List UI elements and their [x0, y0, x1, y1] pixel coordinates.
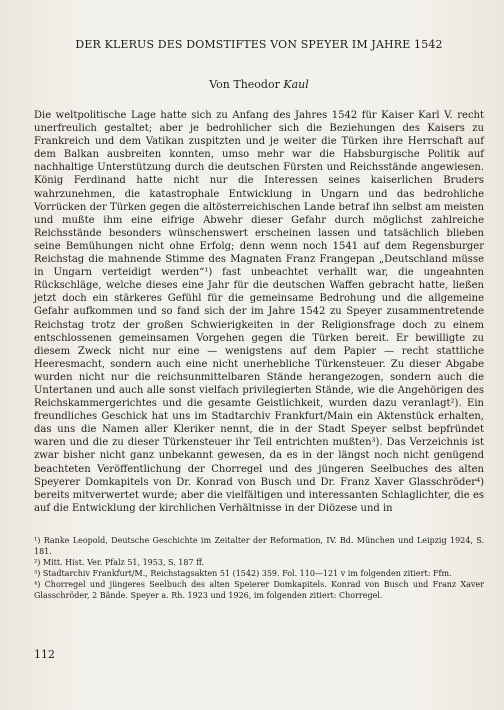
article-body: Die weltpolitische Lage hatte sich zu Anfang des Jahres 1542 für Kaiser Karl V. recht unerfreulich gestaltet; aber je bedrohlicher sich die Beziehungen des Kaisers zu Frankreich und dem Vatikan zuspitzten und je weiter die Türken ihre Herrschaft auf dem Balkan ausbreiten konnten, umso mehr war die Habsburgische Politik auf nachhaltige Unterstützung durch die deutschen Fürsten und Reichsstände angewiesen. König Ferdinand hatte nicht nur die Interessen seines kaiserlichen Bruders wahrzunehmen, die katastrophale Entwicklung in Ungarn und das bedrohliche Vorrücken der Türken gegen die altösterreichischen Lande betraf ihn selbst am meisten und mußte ihm eine eifrige Abwehr dieser Gefahr durch möglichst zahlreiche Reichsstände besonders wünschenswert erscheinen lassen und tatsächlich blieben seine Bemühungen nicht ohne Erfolg; denn wenn noch 1541 auf dem Regensburger Reichstag die mahnende Stimme des Magnaten Franz Frangepan „Deutschland müsse in Ungarn verteidigt werden“¹) fast unbeachtet verhallt war, die ungeahnten Rückschläge, welche dieses eine Jahr für die deutschen Waffen gebracht hatte, ließen jetzt doch ein stärkeres Gefühl für die gemeinsame Bedrohung und die allgemeine Gefahr aufkommen und so fand sich der im Jahre 1542 zu Speyer zusammentretende Reichstag trotz der großen Schwierigkeiten in der Religionsfrage doch zu einem entschlossenen gemeinsamen Vorgehen gegen die Türken bereit. Er bewilligte zu diesem Zweck nicht nur eine — wenigstens auf dem Papier — recht stattliche Heeresmacht, sondern auch eine nicht unerhebliche Türkensteuer. Zu dieser Abgabe wurden nicht nur die reichsunmittelbaren Stände herangezogen, sondern auch die Untertanen und auch alle sonst vielfach privilegierten Stände, wie die Angehörigen des Reichskammergerichtes und die gesamte Geistlichkeit, wurden dazu veranlagt²). Ein freundliches Geschick hat uns im Stadtarchiv Frankfurt/Main ein Aktenstück erhalten, das uns die Namen aller Kleriker nennt, die in der Stadt Speyer selbst bepfründet waren und die zu dieser Türkensteuer ihr Teil entrichten mußten³). Das Verzeichnis ist zwar bisher nicht ganz unbekannt gewesen, da es in der längst noch nicht genügend beachteten Veröffentlichung der Chorregel und des jüngeren Seelbuches des alten Speyerer Domkapitels von Dr. Konrad von Busch und Dr. Franz Xaver Glasschröder⁴) bereits mitverwertet wurde; aber die vielfältigen und interessanten Schlaglichter, die es auf die Entwicklung der kirchlichen Verhältnisse in der Diözese und in	[34, 110, 484, 514]
footnotes	[34, 535, 484, 601]
page-number: 112	[34, 648, 55, 661]
article-title: DER KLERUS DES DOMSTIFTES VON SPEYER IM JAHRE 1542	[75, 38, 443, 51]
author-name: Kaul	[283, 78, 309, 91]
footnote-4: ⁴) Chorregel und jüngeres Seelbuch des alten Speierer Domkapitels. Konrad von Busch und Franz Xaver Glasschröder, 2 Bände. Speyer a. Rh. 1923 und 1926, im folgenden zitiert: Chorregel.	[34, 579, 484, 600]
footnote-1: ¹) Ranke Leopold, Deutsche Geschichte im Zeitalter der Reformation, IV. Bd. München und Leipzig 1924, S. 181.	[34, 535, 484, 556]
footnote-3: ³) Stadtarchiv Frankfurt/M., Reichstagsakten 51 (1542) 359. Fol. 110—121 v im folgenden zitiert: Ffm.	[34, 568, 452, 578]
author-prefix: Von Theodor	[209, 78, 280, 91]
footnote-2: ²) Mitt. Hist. Ver. Pfalz 51, 1953, S. 187 ff.	[34, 557, 205, 567]
author-line	[34, 78, 484, 92]
